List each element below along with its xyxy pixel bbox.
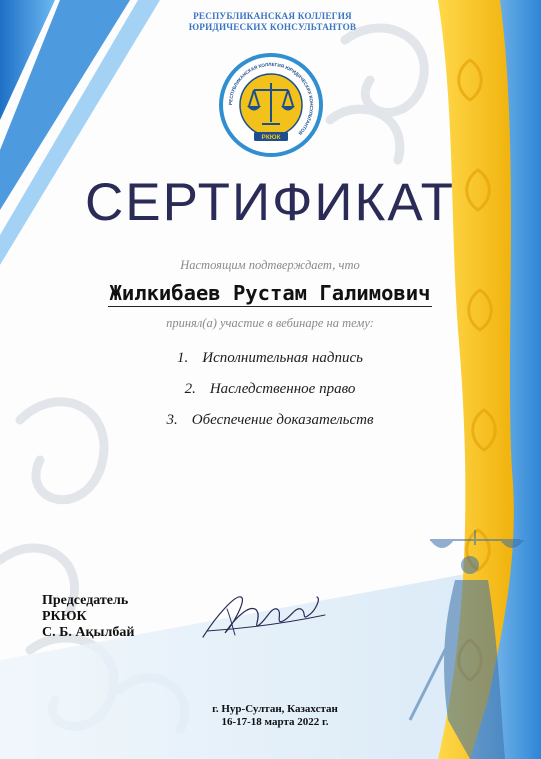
signatory-organization: РКЮК bbox=[42, 609, 87, 624]
topic-number: 1. bbox=[176, 350, 189, 366]
signatory-name: С. Б. Ақылбай bbox=[42, 625, 135, 640]
organization-line-2: ЮРИДИЧЕСКИХ КОНСУЛЬТАНТОВ bbox=[188, 22, 357, 32]
organization-name bbox=[140, 11, 405, 33]
topic-item bbox=[60, 408, 480, 439]
topic-item bbox=[60, 346, 480, 377]
participation-text: принял(а) участие в вебинаре на тему: bbox=[166, 316, 374, 330]
issue-dates: 16-17-18 марта 2022 г. bbox=[221, 716, 329, 728]
certificate-title: СЕРТИФИКАТ bbox=[85, 173, 455, 232]
emblem-ribbon-text: РКЮК bbox=[261, 134, 281, 141]
emblem-ring-text: РЕСПУБЛИКАНСКАЯ КОЛЛЕГИЯ ЮРИДИЧЕСКИХ КОНСУЛЬТАНТОВ bbox=[227, 61, 315, 136]
handwritten-signature bbox=[197, 585, 332, 645]
confirm-text: Настоящим подтверждает, что bbox=[180, 258, 360, 272]
topic-text: Исполнительная надпись bbox=[202, 350, 363, 366]
signatory-position: Председатель bbox=[42, 593, 129, 608]
signatory-block bbox=[42, 593, 192, 641]
organization-line-1: РЕСПУБЛИКАНСКАЯ КОЛЛЕГИЯ bbox=[193, 11, 352, 21]
scales-of-justice-emblem-icon bbox=[216, 50, 326, 160]
issue-location: г. Нур-Султан, Казахстан bbox=[212, 703, 338, 715]
issue-place-date bbox=[150, 703, 400, 729]
topic-text: Обеспечение доказательств bbox=[191, 412, 374, 428]
topic-number: 2. bbox=[184, 381, 196, 397]
topic-item bbox=[60, 377, 480, 408]
recipient-name-text: Жилкибаев Рустам Галимович bbox=[109, 281, 431, 305]
recipient-name bbox=[60, 281, 480, 305]
topic-number: 3. bbox=[166, 412, 178, 428]
topic-list bbox=[60, 346, 480, 439]
topic-text: Наследственное право bbox=[209, 381, 356, 397]
